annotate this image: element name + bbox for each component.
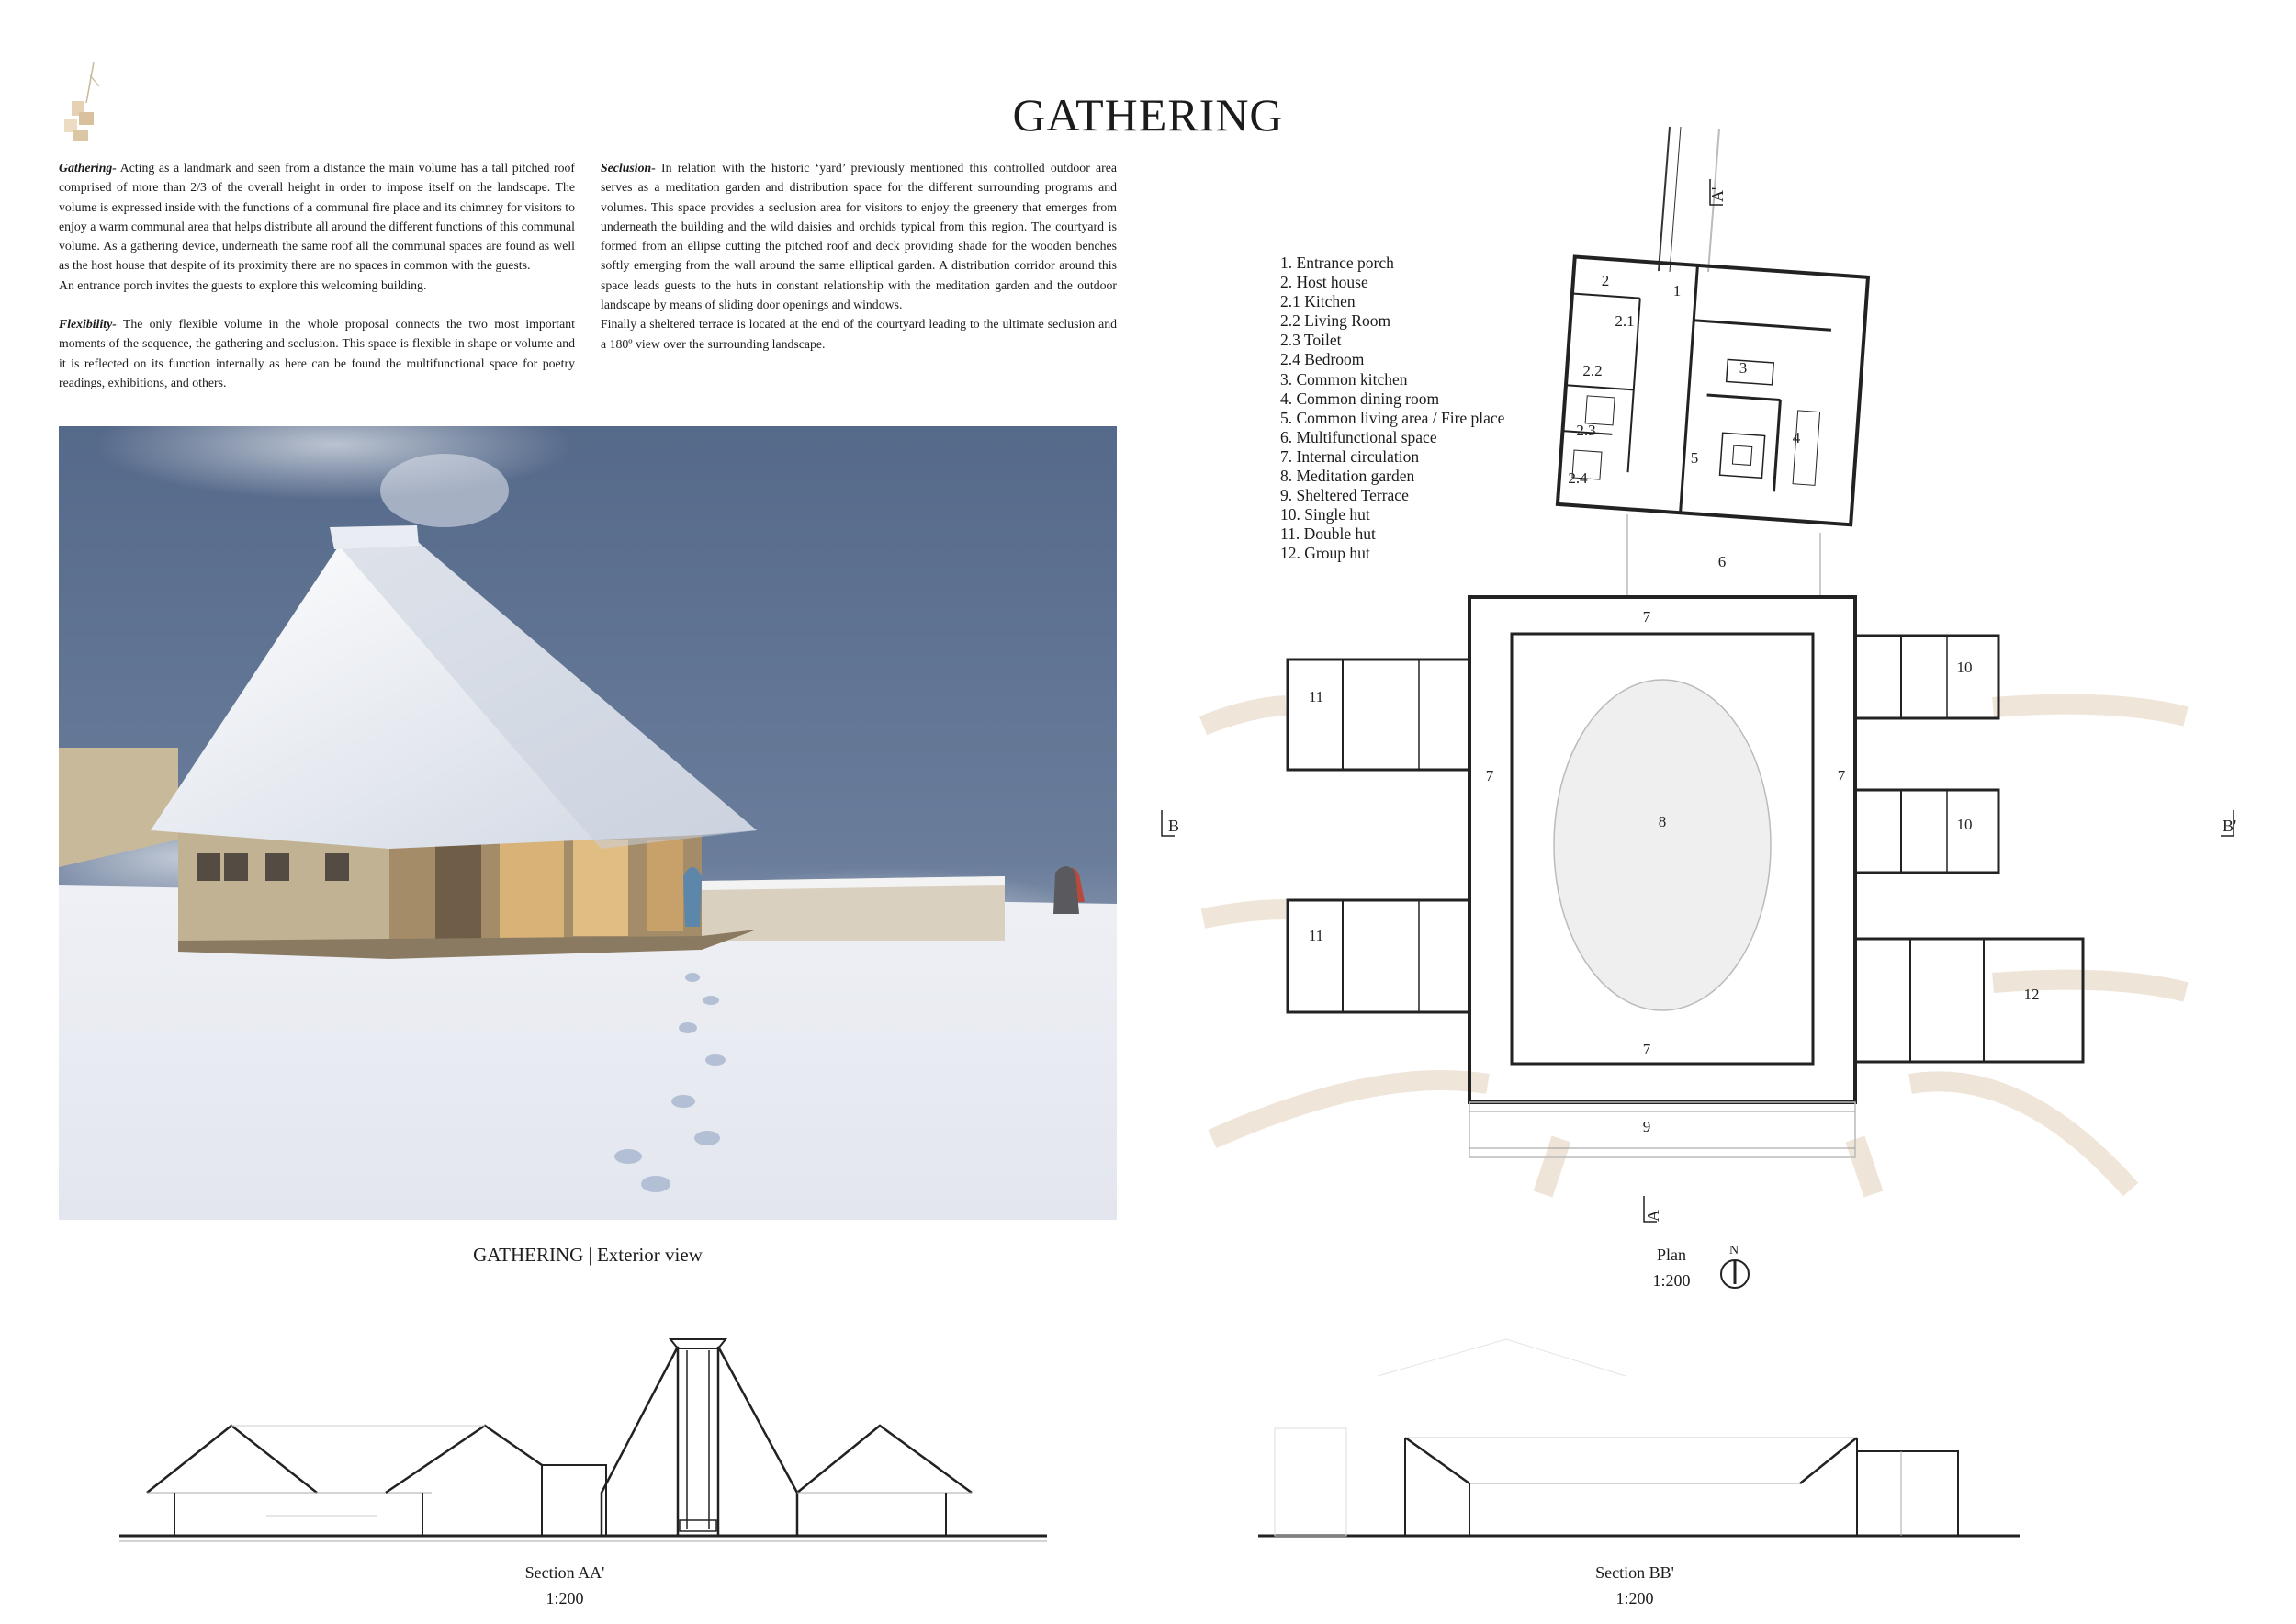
room-11-b: 11 — [1308, 927, 1324, 944]
section-bb-scale: 1:200 — [1615, 1589, 1654, 1607]
legend-item: 2.2 Living Room — [1280, 311, 1391, 331]
flexibility-paragraph — [59, 314, 575, 392]
room-2-2: 2.2 — [1582, 362, 1603, 379]
room-6: 6 — [1717, 553, 1727, 570]
page-title: GATHERING — [1012, 88, 1284, 141]
flexibility-lead: Flexibility- — [59, 317, 117, 332]
section-aa-label: Section AA' — [524, 1563, 605, 1582]
room-7-bottom: 7 — [1642, 1041, 1651, 1058]
legend-item: 11. Double hut — [1280, 524, 1376, 544]
room-3: 3 — [1739, 359, 1748, 377]
section-bb-drawing — [1258, 1323, 2020, 1552]
legend-item: 9. Sheltered Terrace — [1280, 486, 1409, 505]
legend-item: 2.4 Bedroom — [1280, 350, 1365, 369]
seclusion-tail: Finally a sheltered terrace is located at the end of the courtyard leading to the ultimate seclusion and a 180º view over the surrounding landscape. — [601, 317, 1117, 351]
legend-item: 10. Single hut — [1280, 505, 1370, 524]
legend-item: 5. Common living area / Fire place — [1280, 408, 1505, 427]
gathering-paragraph — [59, 158, 575, 276]
courtyard-block — [1469, 597, 1855, 1157]
room-10-a: 10 — [1956, 659, 1973, 676]
floor-plan — [1168, 124, 2259, 1263]
legend-item: 7. Internal circulation — [1280, 446, 1420, 466]
section-mark-b: B — [1168, 817, 1180, 835]
legend-item: 1. Entrance porch — [1280, 254, 1394, 272]
gathering-tail: An entrance porch invites the guests to explore this welcoming building. — [59, 277, 427, 292]
legend-item: 2. Host house — [1280, 273, 1368, 292]
exterior-caption: GATHERING | Exterior view — [473, 1244, 703, 1266]
legend-item: 8. Meditation garden — [1280, 467, 1415, 486]
room-8: 8 — [1658, 813, 1667, 830]
room-10-b: 10 — [1956, 816, 1973, 833]
room-2-3: 2.3 — [1576, 422, 1596, 439]
legend-item: 2.3 Toilet — [1280, 331, 1342, 350]
north-label: N — [1729, 1244, 1739, 1257]
room-7-left: 7 — [1485, 767, 1494, 784]
text-column-left — [59, 158, 575, 412]
room-4: 4 — [1792, 429, 1801, 446]
legend-item: 3. Common kitchen — [1280, 369, 1408, 389]
legend-item: 2.1 Kitchen — [1280, 292, 1356, 311]
room-1: 1 — [1672, 282, 1682, 299]
room-9: 9 — [1642, 1118, 1651, 1135]
legend-item: 4. Common dining room — [1280, 389, 1440, 408]
section-aa-drawing — [119, 1323, 1047, 1552]
section-mark-b-prime: B' — [2223, 817, 2237, 835]
room-11-a: 11 — [1308, 688, 1324, 705]
section-mark-a: A — [1644, 1210, 1662, 1222]
plan-scale: 1:200 — [1652, 1271, 1691, 1290]
room-2: 2 — [1601, 272, 1610, 289]
huts-left — [1288, 660, 1469, 1012]
room-2-1: 2.1 — [1615, 312, 1635, 330]
room-5: 5 — [1690, 449, 1699, 467]
legend-item: 6. Multifunctional space — [1280, 427, 1437, 446]
exterior-render-image — [59, 426, 1117, 1220]
room-7-top: 7 — [1642, 608, 1651, 626]
seclusion-paragraph — [601, 158, 1117, 314]
room-2-4: 2.4 — [1568, 469, 1588, 487]
room-7-right: 7 — [1837, 767, 1846, 784]
room-12: 12 — [2023, 986, 2040, 1003]
seclusion-lead: Seclusion- — [601, 161, 656, 175]
flexibility-body: The only flexible volume in the whole proposal connects the two most important moments of the sequence, the gathering and seclusion. This space is flexible in shape or volume and it is reflected on its function internally as here can be found the multifunctional space for poetry readings, exhibitions, and others. — [59, 317, 575, 389]
seclusion-body: In relation with the historic ‘yard’ previously mentioned this controlled outdoor area serves as a meditation garden and distribution space for the different surrounding programs and volumes. This space provides a seclusion area for visitors to enjoy the greenery that emerges from underneath the building and the wild daisies and orchids typical from this region. The courtyard is formed from an ellipse cutting the pitched roof and deck providing shade for the wooden benches softly emerging from the wall around the same elliptical garden. A distribution corridor around this space leads guests to the huts in constant relationship with the meditation garden and the outdoor landscape by means of sliding door openings and windows. — [601, 161, 1117, 312]
plan-label: Plan — [1656, 1246, 1686, 1264]
text-column-right — [601, 158, 1117, 354]
gathering-body: Acting as a landmark and seen from a distance the main volume has a tall pitched roof comprised of more than 2/3 of the overall height in order to impose itself on the landscape. The volume is expressed inside with the functions of a communal fire place and its chimney for visitors to enjoy a warm communal area that helps distribute all around the different functions of this communal volume. As a gathering device, underneath the same roof all the communal spaces are found as well as the host house that despite of its proximity there are no spaces in common with the guests. — [59, 161, 575, 273]
section-aa-scale: 1:200 — [546, 1589, 584, 1607]
gathering-lead: Gathering- — [59, 161, 117, 175]
north-arrow-icon — [1719, 1258, 1750, 1290]
section-bb-label: Section BB' — [1595, 1563, 1674, 1582]
legend-item: 12. Group hut — [1280, 544, 1370, 563]
section-mark-a-prime: A' — [1708, 186, 1727, 202]
host-house-block — [1558, 257, 1868, 525]
